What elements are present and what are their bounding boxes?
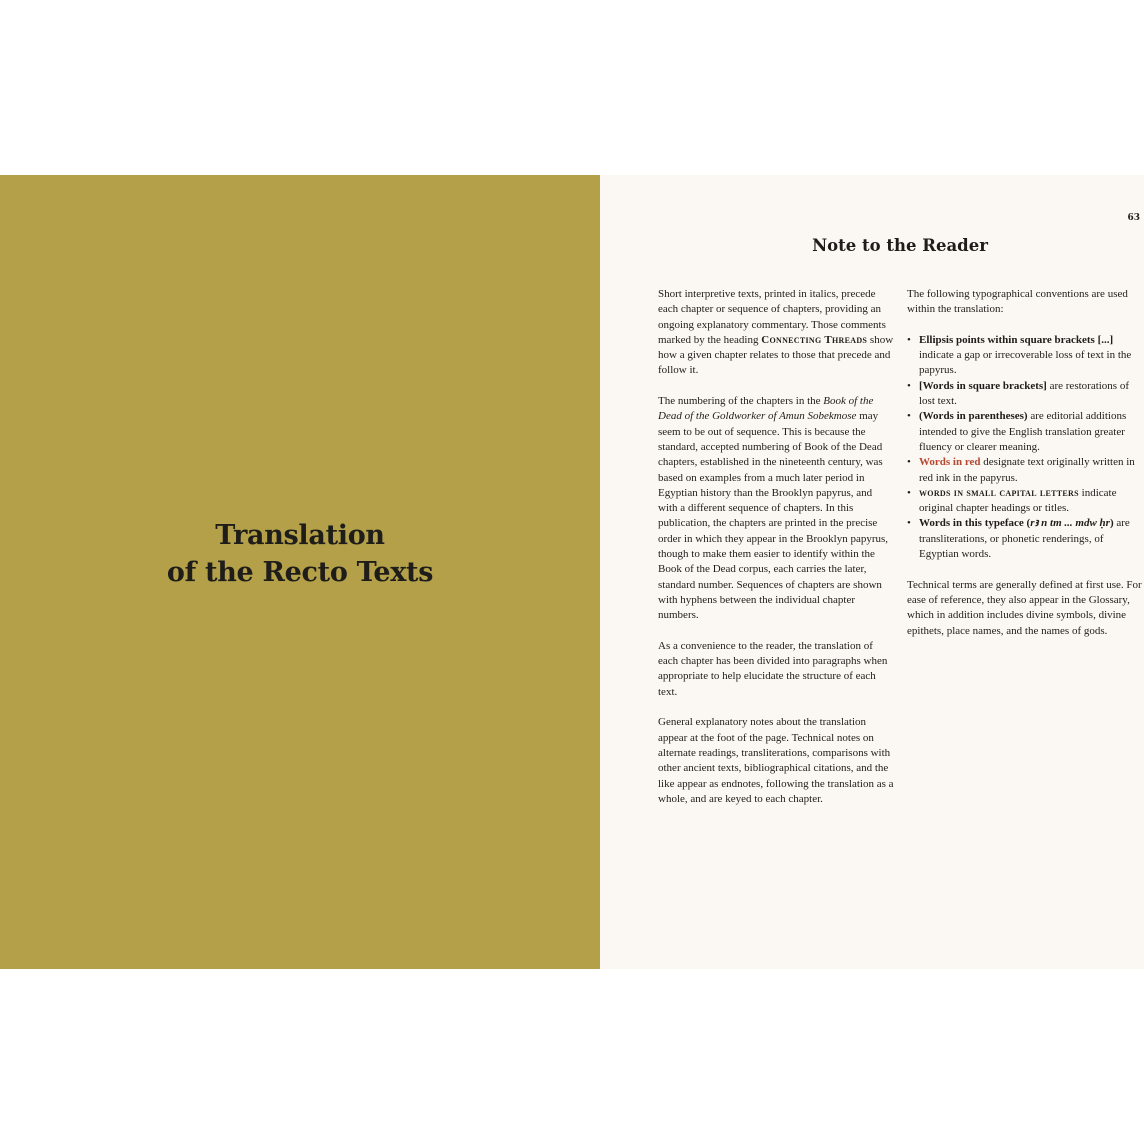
- convention-description: are restorations of lost text.: [919, 379, 1130, 408]
- paragraph-chapter-numbering: [658, 394, 894, 623]
- convention-term-red: Words in red: [919, 456, 981, 469]
- convention-description: indicate original chapter headings or titles.: [919, 486, 1117, 515]
- paragraph-explanatory-notes: General explanatory notes about the translation appear at the foot of the page. Technical notes on alternate readings, transliterations, comparisons with other ancient texts, bibliographical citations, and the like appear as endnotes, following the translation as a whole, and are keyed to each chapter.: [658, 716, 894, 805]
- conventions-list: [907, 333, 1144, 562]
- convention-term: Words in this typeface (: [919, 517, 1031, 530]
- convention-description: indicate a gap or irrecoverable loss of text in the papyrus.: [919, 349, 1132, 377]
- note-heading: Note to the Reader: [812, 236, 988, 255]
- text-run: The numbering of the chapters in the: [658, 395, 824, 408]
- text-run: Short interpretive texts, printed in italics, precede each chapter or sequence of chapters, providing an ongoing explanatory commentary. Those comments marked by the heading: [658, 288, 886, 346]
- section-title-line-1: Translation: [215, 520, 385, 551]
- book-spread: [0, 175, 1144, 969]
- section-title: [0, 517, 600, 591]
- section-title-line-2: of the Recto Texts: [166, 557, 434, 588]
- paragraph-technical-terms: Technical terms are generally defined at first use. For ease of reference, they also appear in the Glossary, which in addition includes divine symbols, divine epithets, place names, and the names of gods.: [907, 578, 1142, 637]
- conventions-intro: The following typographical conventions are used within the translation:: [907, 288, 1128, 316]
- list-item: [907, 486, 1144, 517]
- list-item: [907, 409, 1144, 455]
- connecting-threads-label: Connecting Threads: [761, 333, 868, 346]
- convention-term: (Words in parentheses): [919, 410, 1028, 423]
- left-text-column: [658, 287, 894, 822]
- list-item: [907, 333, 1144, 379]
- convention-term-close: ): [1109, 517, 1114, 530]
- page-number: 63: [1127, 213, 1140, 223]
- paragraph-convenience: As a convenience to the reader, the translation of each chapter has been divided into paragraphs when appropriate to help elucidate the structure of each text.: [658, 639, 888, 698]
- list-item: [907, 455, 1144, 486]
- convention-term: [Words in square brackets]: [919, 379, 1047, 392]
- list-item: [907, 379, 1144, 410]
- list-item: [907, 516, 1144, 562]
- convention-description: designate text originally written in red ink in the papyrus.: [919, 456, 1135, 484]
- paragraph-interpretive-texts: [658, 287, 894, 379]
- right-text-column: [907, 287, 1144, 654]
- text-run: show how a given chapter relates to those that precede and follow it.: [658, 333, 894, 377]
- convention-description: are editorial additions intended to give the English translation greater fluency or clearer meaning.: [919, 410, 1127, 453]
- convention-description: are transliterations, or phonetic renderings, of Egyptian words.: [919, 517, 1130, 561]
- right-page-note: [600, 175, 1144, 969]
- left-page-recto-divider: [0, 175, 600, 969]
- text-run: may seem to be out of sequence. This is because the standard, accepted numbering of Book of the Dead chapters, established in the nineteenth century, was based on examples from a much later period in Egyptian history than the Brooklyn papyrus, and with a different sequence of chapters. In this publication, the chapters are printed in the precise order in which they appear in the Brooklyn papyrus, though to make them easier to identify within the Book of the Dead corpus, each carries the later, standard number. Sequences of chapters are shown with hyphens between the individual chapter numbers.: [658, 410, 889, 622]
- book-title-italic: Book of the Dead of the Goldworker of Amun Sobekmose: [658, 395, 874, 423]
- transliteration-sample: rꜣ n tm ... mdw ḥr: [1030, 517, 1110, 530]
- convention-term: Ellipsis points within square brackets [...]: [919, 333, 1114, 346]
- convention-term-small-caps: words in small capital letters: [919, 486, 1079, 499]
